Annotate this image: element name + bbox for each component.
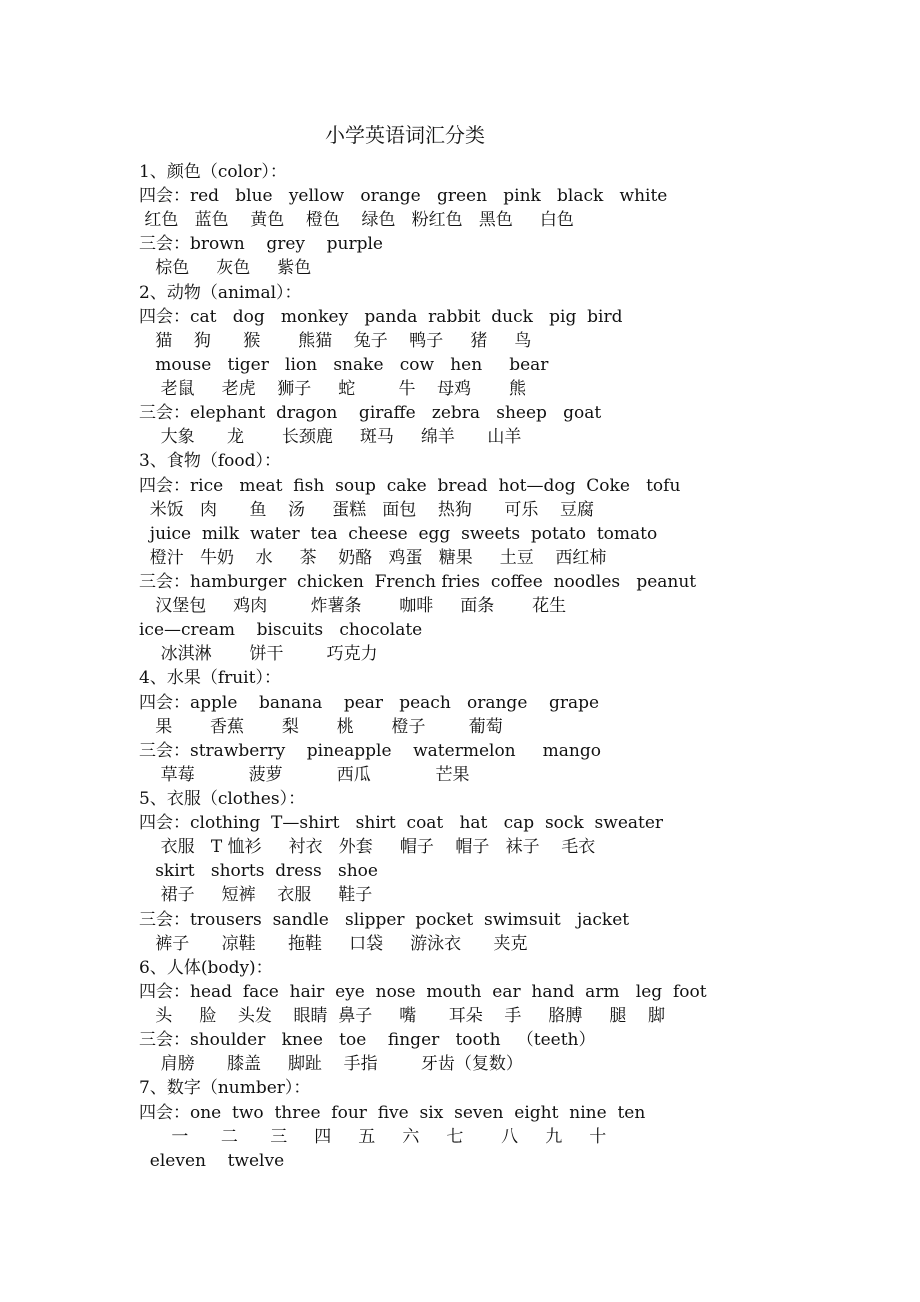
vocab-line: 四会：one two three four five six seven eight nine ten: [139, 1103, 646, 1123]
section-heading-animal: 2、动物（animal）：: [139, 283, 302, 303]
vocab-line: 三会：elephant dragon giraffe zebra sheep goat: [139, 403, 602, 423]
vocab-line: 汉堡包 鸡肉 炸薯条 咖啡 面条 花生: [139, 596, 567, 616]
vocab-line: 四会：apple banana pear peach orange grape: [139, 693, 600, 713]
section-heading-food: 3、食物（food）：: [139, 451, 281, 471]
section-heading-body: 6、人体(body)：: [139, 958, 273, 978]
vocab-line: skirt shorts dress shoe: [139, 861, 378, 881]
vocab-line: 四会：cat dog monkey panda rabbit duck pig bird: [139, 307, 623, 327]
vocab-line: 老鼠 老虎 狮子 蛇 牛 母鸡 熊: [139, 379, 526, 399]
vocab-line: 裙子 短裤 衣服 鞋子: [139, 885, 373, 905]
vocab-line: 四会：head face hair eye nose mouth ear hand arm leg foot: [139, 982, 707, 1002]
vocab-line: 三会：hamburger chicken French fries coffee noodles peanut: [139, 572, 697, 592]
vocab-line: 橙汁 牛奶 水 茶 奶酪 鸡蛋 糖果 土豆 西红柿: [139, 548, 607, 568]
vocab-line: mouse tiger lion snake cow hen bear: [139, 355, 549, 375]
vocab-line: 三会：brown grey purple: [139, 234, 383, 254]
vocab-line: 一 二 三 四 五 六 七 八 九 十: [139, 1127, 607, 1147]
vocab-line: 衣服 T 恤衫 衬衣 外套 帽子 帽子 袜子 毛衣: [139, 837, 596, 857]
vocab-line: ice—cream biscuits chocolate: [139, 620, 423, 640]
vocab-line: 三会：strawberry pineapple watermelon mango: [139, 741, 601, 761]
vocab-line: 头 脸 头发 眼睛 鼻子 嘴 耳朵 手 胳膊 腿 脚: [139, 1006, 665, 1026]
section-heading-number: 7、数字（number）：: [139, 1078, 311, 1098]
vocab-line: 果 香蕉 梨 桃 橙子 葡萄: [139, 717, 503, 737]
vocab-line: 草莓 菠萝 西瓜 芒果: [139, 765, 470, 785]
vocab-line: 肩膀 膝盖 脚趾 手指 牙齿（复数）: [139, 1054, 523, 1074]
vocab-line: 米饭 肉 鱼 汤 蛋糕 面包 热狗 可乐 豆腐: [139, 500, 594, 520]
vocab-line: 三会：trousers sandle slipper pocket swimsuit jacket: [139, 910, 630, 930]
vocab-line: 四会：clothing T—shirt shirt coat hat cap sock sweater: [139, 813, 664, 833]
vocab-line: 裤子 凉鞋 拖鞋 口袋 游泳衣 夹克: [139, 934, 528, 954]
vocab-line: eleven twelve: [139, 1151, 285, 1171]
section-heading-clothes: 5、衣服（clothes）：: [139, 789, 306, 809]
vocab-line: 红色 蓝色 黄色 橙色 绿色 粉红色 黑色 白色: [139, 210, 574, 230]
vocab-line: 棕色 灰色 紫色: [139, 258, 312, 278]
vocab-line: 猫 狗 猴 熊猫 兔子 鸭子 猪 鸟: [139, 331, 532, 351]
vocab-line: juice milk water tea cheese egg sweets potato tomato: [139, 524, 658, 544]
vocab-line: 三会：shoulder knee toe finger tooth （teeth）: [139, 1030, 596, 1050]
vocab-line: 大象 龙 长颈鹿 斑马 绵羊 山羊: [139, 427, 522, 447]
vocab-line: 四会：rice meat fish soup cake bread hot—dog Coke tofu: [139, 476, 681, 496]
vocab-line: 冰淇淋 饼干 巧克力: [139, 644, 378, 664]
section-heading-fruit: 4、水果（fruit）：: [139, 668, 281, 688]
vocab-line: 四会：red blue yellow orange green pink black white: [139, 186, 668, 206]
document-title: 小学英语词汇分类: [325, 123, 485, 147]
section-heading-color: 1、颜色（color）：: [139, 162, 287, 182]
